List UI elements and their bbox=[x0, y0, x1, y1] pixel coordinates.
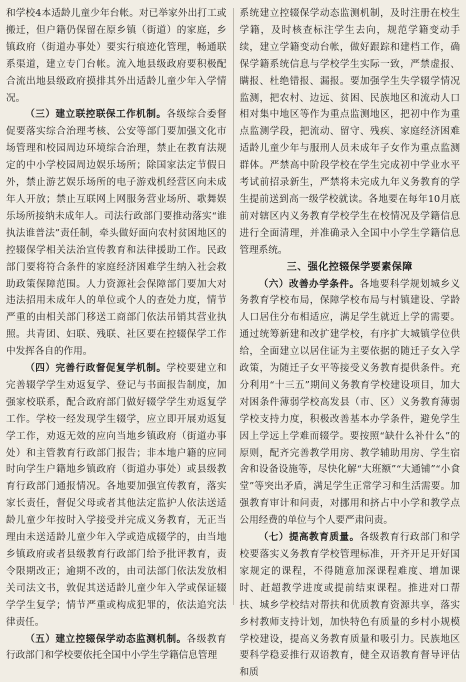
paragraph-text: 和学校4本适龄儿童少年台帐。对已举家外出打工或搬迁，但户籍仍保留在原乡镇（街道）的家庭，乡镇政府（街道办事处）要实行痕迹化管理，畅通联系渠道，建立专门台帐。流入地县级政府要积极配合流出地县级政府摸排其外出适龄儿童少年入学情况。 bbox=[6, 8, 227, 104]
left-column bbox=[6, 6, 233, 662]
paragraph bbox=[240, 277, 461, 531]
right-column bbox=[234, 6, 461, 679]
paragraph-text: 各地要科学规划城乡义务教育学校布局，保障学校布局与村镇建设、学龄人口居住分布相适应，满足学生就近上学的需要。通过统筹新建和改扩建学校，有序扩大城镇学位供给，全面建立以居住证为主要依据的随迁子女入学政策，为随迁子女平等接受义务教育提供条件。充分利用“十三五”期间义务教育学校建设项目，加大对困条件薄弱学校高发县（市、区）义务教育薄弱学校支持力度，积极改善基本办学条件，避免学生因上学远上学难而辍学。要按照“缺什么补什么”的原则，配齐完善教学用房、教学辅助用房、学生宿舍和设备设施等，尽快化解“大班额”“大通铺”“小食堂”等突出矛盾，满足学生正常学习和生活需要。加强教育审计和问责，对挪用和挤占中小学和教学点公用经费的单位与个人要严肃问责。 bbox=[239, 278, 461, 527]
subheading: （四）完善行政督促复学机制。 bbox=[25, 363, 167, 375]
subheading: （七）提高教育质量。 bbox=[258, 532, 360, 544]
paragraph bbox=[240, 530, 461, 682]
paragraph bbox=[6, 632, 227, 666]
paragraph-text: 各级教育行政部门和学校要落实义务教育学校管理标准，开齐开足开好国家规定的课程，不得随意加深课程难度、增加课时、赶超教学进度或提前结束课程。推进对口帮扶、城乡学校结对帮扶和优质教育资源共享，落实乡村教师支持计划，加快特色有质量的乡村小规模学校建设，提高义务教育质量和吸引力。民族地区要科学稳妥推行双语教育，健全双语教育督导评估和质 bbox=[239, 532, 461, 679]
continued-paragraph bbox=[6, 6, 227, 107]
subheading: （六）改善办学条件。 bbox=[258, 278, 360, 290]
paragraph-text: 各级教育行政部门和学校要依托全国中小学生学籍信息管理 bbox=[6, 633, 227, 662]
paragraph-text: 系统建立控辍保学动态监测机制，及时注册在校生学籍，及时核查标注学生去向，规范学籍变动手续，建立学籍变动台帐，做好跟踪和建档工作，确保学籍系统信息与学校学生实际一致，严禁虚报、瞒报、杜绝错报、漏报。要加强学生失学辍学情况监测，把农村、边远、贫困、民族地区和流动人口相对集中地区等作为重点监测地区，把初中作为重点监测学段，把流动、留守、残疾、家庭经济困难适龄儿童少年与服刑人员未成年子女作为重点监测群体。严禁高中阶段学校在学生完成初中学业水平考试前招录新生，严禁将未完成九年义务教育的学生提前送到高一级学校就读。各地要在每年10月底前对辖区内义务教育学校学生在校情况及学籍信息进行全面清理，并准确录入全国中小学生学籍信息管理系统。 bbox=[239, 8, 460, 256]
paragraph-text: 各级综合委督促要落实综合治理考核、公安等部门要加强文化市场管理和校园周边环境综合治理，禁止在教育法规定的中小学校园周边娱乐场所；除国家法定节假日外，禁止游艺娱乐场所的电子游戏机经营区向未成年人开放；禁止互联网上网服务营业场所、歌舞娱乐场所接纳未成年人。司法行政部门要推动落实“谁执法谁普法”责任制，牵头做好面向农村贫困地区的控辍保学相关法治宣传教育和法律援助工作。民政部门要将符合条件的家庭经济困难学生纳入社会救助政策保障范围。人力资源社会保障部门要加大对违法招用未成年人的单位或个人的查处力度，情节严重的由相关部门移送工商部门依法吊销其营业执照。共青团、妇联、残联、社区要在控辍保学工作中发挥各自的作用。 bbox=[6, 109, 227, 358]
paragraph-text: 学校要建立和完善辍学学生劝返复学、登记与书面报告制度，加强家校联系，配合政府部门做好辍学学生劝返复学工作。学校一经发现学生辍学，应立即开展劝返复学工作，劝返无效的应向当地乡镇政府（街道办事处）和主管教育行政部门报告；非本地户籍的应同时向学生户籍地乡镇政府（街道办事处）或县级教育行政部门通报情况。各地要加强宣传教育，落实家长责任，督促父母或者其他法定监护人依法送适龄儿童少年按时入学接受并完成义务教育，无正当理由未送适龄儿童少年入学或造成辍学的，由当地乡镇政府或者县级教育行政部门给予批评教育，责令限期改正；逾期不改的，由司法部门依法发放相关司法文书，敦促其送适龄儿童少年入学或保证辍学学生复学；情节严重或构成犯罪的，依法追究法律责任。 bbox=[6, 363, 227, 628]
paragraph bbox=[6, 107, 227, 361]
subheading: （三）建立联控联保工作机制。 bbox=[25, 109, 167, 121]
section-heading: 三、强化控辍保学要素保障 bbox=[286, 261, 413, 273]
continued-paragraph bbox=[240, 6, 461, 260]
subheading: （五）建立控辍保学动态监测机制。 bbox=[25, 633, 187, 645]
paragraph bbox=[6, 361, 227, 632]
